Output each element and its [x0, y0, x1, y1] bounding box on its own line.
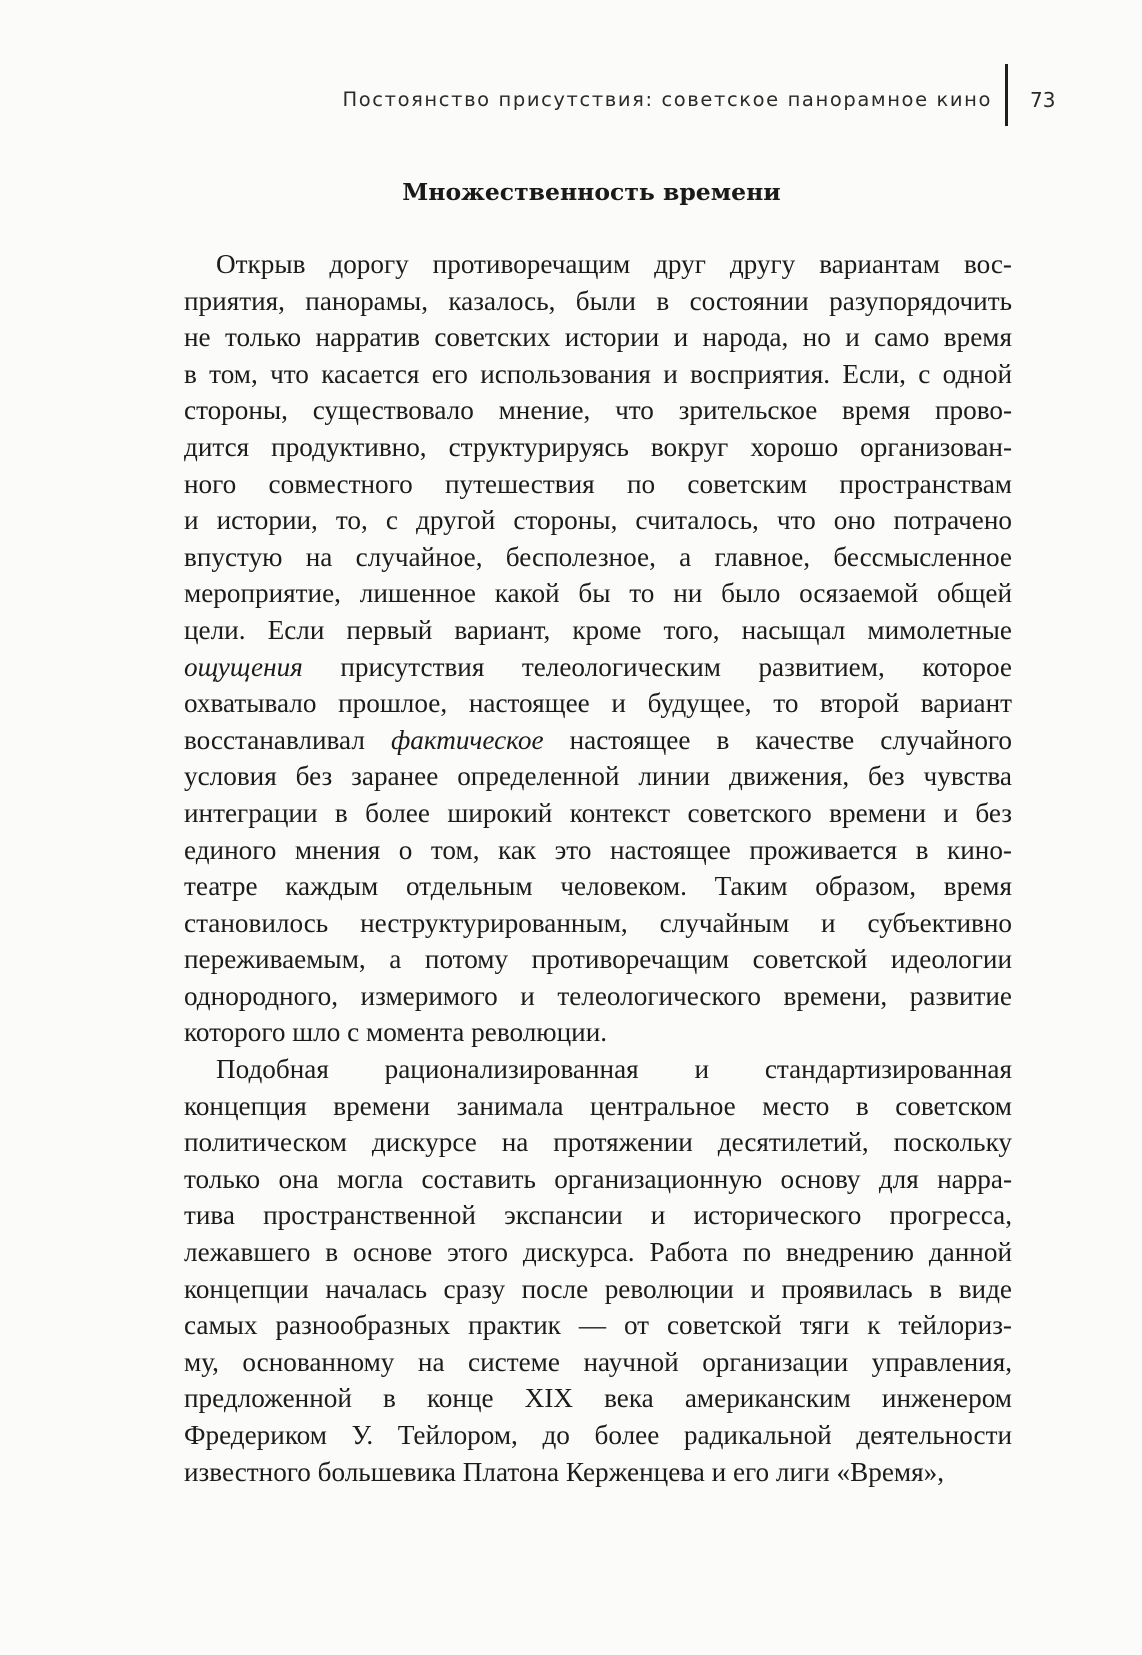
text-line	[184, 539, 1012, 576]
text-line	[184, 575, 1012, 612]
text-segment: лежавшего в основе этого дискурса. Работа по внедрению данной	[184, 1237, 1012, 1268]
running-header	[0, 86, 1142, 126]
text-segment: концепция времени занимала центральное место в советском	[184, 1090, 1012, 1121]
text-segment: известного большевика Платона Керженцева и его лиги «Время»,	[184, 1456, 944, 1487]
page-number: 73	[1030, 88, 1056, 112]
text-segment: Фредериком У. Тейлором, до более радикальной деятельности	[184, 1420, 1012, 1450]
text-line	[184, 356, 1012, 393]
text-segment: однородного, измеримого и телеологического времени, развитие	[184, 980, 1012, 1011]
text-segment: тива пространственной экспансии и исторического прогресса,	[184, 1200, 1012, 1231]
text-segment: самых разнообразных практик — от советской тяги к тейлориз-	[184, 1310, 1012, 1341]
text-segment: театре каждым отдельным человеком. Таким образом, время	[184, 871, 1012, 902]
text-line	[184, 649, 1012, 686]
text-segment: концепции началась сразу после революции и проявилась в виде	[184, 1273, 1012, 1304]
text-segment: приятия, панорамы, казалось, были в состоянии разупорядочить	[184, 285, 1012, 316]
text-line	[184, 832, 1012, 869]
text-segment: дится продуктивно, структурируясь вокруг хорошо организован-	[184, 431, 1012, 462]
text-line	[184, 1417, 1012, 1454]
text-line	[184, 502, 1012, 539]
body-text	[184, 246, 1012, 1490]
text-segment: в том, что касается его использования и восприятия. Если, с одной	[184, 358, 1012, 389]
text-segment: му, основанному на системе научной организации управления,	[184, 1346, 1012, 1377]
text-segment: настоящее в качестве случайного	[543, 724, 1013, 755]
text-segment: интеграции в более широкий контекст советского времени и без	[184, 797, 1012, 828]
text-line	[184, 1344, 1012, 1381]
text-segment: политическом дискурсе на протяжении десятилетий, поскольку	[184, 1127, 1012, 1158]
text-line	[184, 283, 1012, 320]
text-line	[184, 1380, 1012, 1417]
text-line	[184, 429, 1012, 466]
italic-term: ощущения	[184, 651, 303, 682]
text-segment: предложенной в конце XIX века американским инженером	[184, 1383, 1012, 1414]
text-segment: цели. Если первый вариант, кроме того, насыщал мимолетные	[184, 614, 1012, 645]
text-line	[184, 978, 1012, 1015]
text-segment: Открыв дорогу противоречащим друг другу вариантам вос-	[216, 249, 1012, 279]
text-segment: стороны, существовало мнение, что зрительское время прово-	[184, 395, 1012, 426]
text-segment: которого шло с момента революции.	[184, 1017, 608, 1048]
text-line	[184, 1197, 1012, 1234]
text-line	[184, 1124, 1012, 1161]
text-segment: впустую на случайное, бесполезное, а главное, бессмысленное	[184, 541, 1012, 572]
text-segment: Подобная рационализированная и стандартизированная	[216, 1054, 1012, 1085]
text-line	[184, 1088, 1012, 1125]
running-title: Постоянство присутствия: советское панорамное кино	[342, 88, 992, 111]
text-line	[184, 758, 1012, 795]
text-segment: становилось неструктурированным, случайным и субъективно	[184, 907, 1012, 938]
text-segment: условия без заранее определенной линии движения, без чувства	[184, 761, 1012, 792]
text-line	[184, 392, 1012, 429]
paragraph	[184, 246, 1012, 1051]
text-segment: ного совместного путешествия по советским пространствам	[184, 468, 1012, 499]
text-line	[184, 1234, 1012, 1271]
text-segment: охватывало прошлое, настоящее и будущее, то второй вариант	[184, 688, 1012, 719]
text-line	[184, 1014, 1012, 1051]
text-segment: только она могла составить организационную основу для нарра-	[184, 1163, 1012, 1194]
text-segment: переживаемым, а потому противоречащим советской идеологии	[184, 944, 1012, 975]
text-segment: присутствия телеологическим развитием, которое	[302, 651, 1012, 682]
text-line	[184, 905, 1012, 942]
text-line	[184, 319, 1012, 356]
text-line	[184, 1051, 1012, 1088]
text-segment: мероприятие, лишенное какой бы то ни было осязаемой общей	[184, 578, 1012, 609]
text-line	[184, 795, 1012, 832]
text-segment: единого мнения о том, как это настоящее проживается в кино-	[184, 834, 1012, 865]
paragraph	[184, 1051, 1012, 1490]
text-line	[184, 246, 1012, 283]
text-line	[184, 941, 1012, 978]
text-segment: не только нарратив советских истории и народа, но и само время	[184, 322, 1012, 353]
text-line	[184, 868, 1012, 905]
text-line	[184, 1454, 1012, 1491]
text-segment: восстанавливал	[184, 724, 391, 755]
text-line	[184, 1271, 1012, 1308]
text-line	[184, 685, 1012, 722]
text-line	[184, 1161, 1012, 1198]
section-title: Множественность времени	[402, 178, 781, 206]
header-divider	[1005, 64, 1008, 126]
italic-term: фактическое	[390, 724, 544, 755]
text-line	[184, 1307, 1012, 1344]
text-line	[184, 612, 1012, 649]
text-segment: и истории, то, с другой стороны, считалось, что оно потрачено	[184, 505, 1012, 536]
text-line	[184, 722, 1012, 759]
text-line	[184, 466, 1012, 503]
